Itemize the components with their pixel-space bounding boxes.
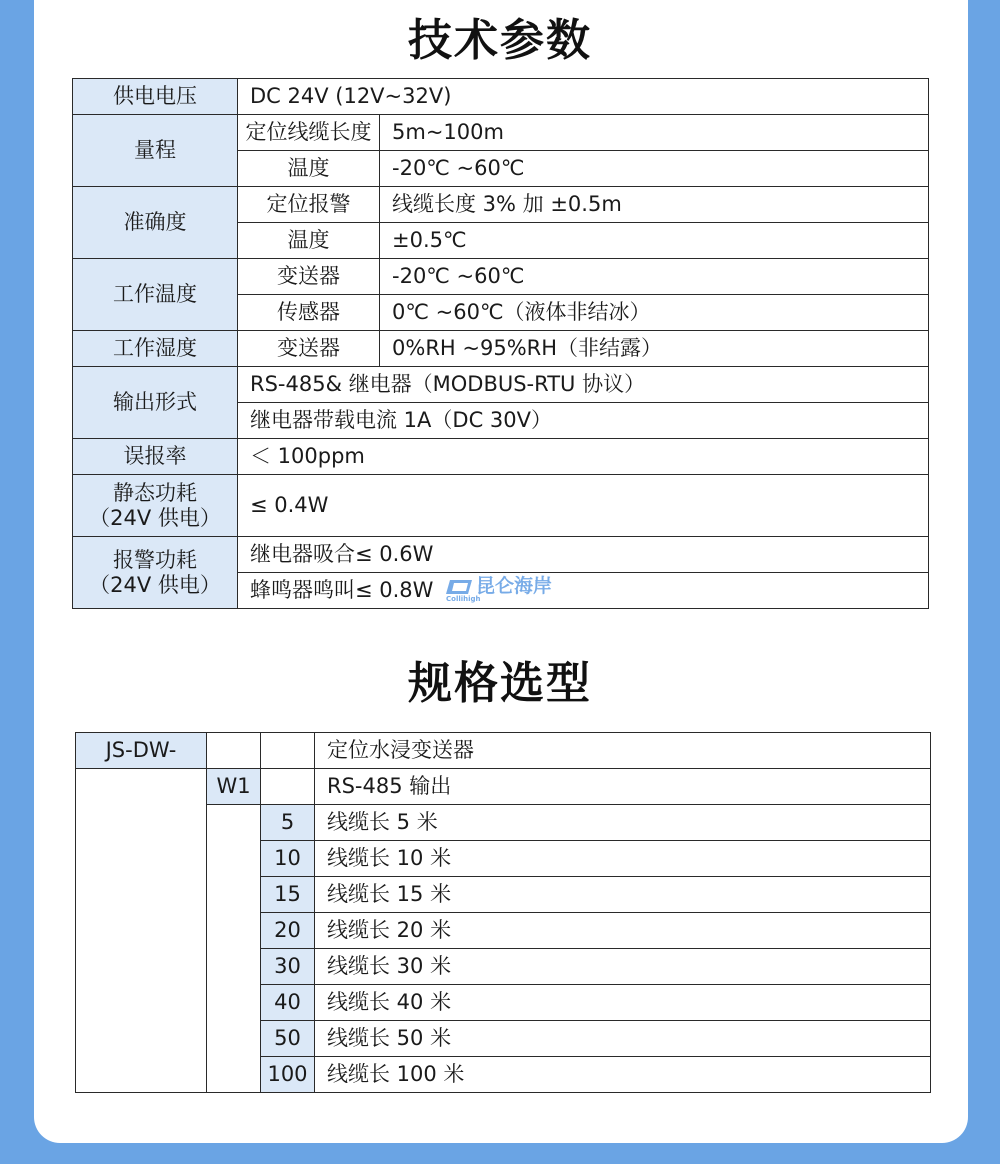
range-cable-value: 5m~100m <box>380 115 929 151</box>
work-humidity-label: 工作湿度 <box>73 331 238 367</box>
accuracy-temp-value: ±0.5℃ <box>380 223 929 259</box>
table-row <box>73 187 929 223</box>
empty-cell <box>207 733 261 769</box>
spec-table <box>72 78 929 609</box>
length-code: 30 <box>261 949 315 985</box>
length-desc: 线缆长 20 米 <box>315 913 931 949</box>
work-temp-sub-sensor: 传感器 <box>238 295 380 331</box>
work-temp-sensor-value: 0℃ ~60℃（液体非结冰） <box>380 295 929 331</box>
accuracy-label: 准确度 <box>73 187 238 259</box>
error-rate-label: 误报率 <box>73 439 238 475</box>
length-code: 15 <box>261 877 315 913</box>
accuracy-alarm-value: 线缆长度 3% 加 ±0.5m <box>380 187 929 223</box>
output-relay-value: 继电器带载电流 1A（DC 30V） <box>238 403 929 439</box>
spec-section-title: 技术参数 <box>408 15 592 66</box>
accuracy-sub-temp: 温度 <box>238 223 380 259</box>
length-desc: 线缆长 15 米 <box>315 877 931 913</box>
output-label: 输出形式 <box>73 367 238 439</box>
length-desc: 线缆长 10 米 <box>315 841 931 877</box>
length-desc: 线缆长 5 米 <box>315 805 931 841</box>
table-row <box>73 537 929 573</box>
power-label: 供电电压 <box>73 79 238 115</box>
power-value: DC 24V (12V~32V) <box>238 79 929 115</box>
table-row <box>73 439 929 475</box>
range-temp-value: -20℃ ~60℃ <box>380 151 929 187</box>
length-code: 20 <box>261 913 315 949</box>
table-row <box>73 115 929 151</box>
brand-watermark <box>446 571 552 603</box>
table-row <box>73 79 929 115</box>
length-code: 5 <box>261 805 315 841</box>
model-prefix-desc: 定位水浸变送器 <box>315 733 931 769</box>
alarm-power-relay-value: 继电器吸合≤ 0.6W <box>238 537 929 573</box>
watermark-text: 昆仑海岸 <box>476 575 553 597</box>
length-desc: 线缆长 40 米 <box>315 985 931 1021</box>
watermark-subtext: Collihigh <box>446 595 481 603</box>
accuracy-sub-alarm: 定位报警 <box>238 187 380 223</box>
output-protocol-value: RS-485& 继电器（MODBUS-RTU 协议） <box>238 367 929 403</box>
length-code: 100 <box>261 1057 315 1093</box>
empty-cell <box>76 769 207 1093</box>
alarm-power-label-line2: （24V 供电） <box>89 572 221 597</box>
work-temp-label: 工作温度 <box>73 259 238 331</box>
model-prefix: JS-DW- <box>76 733 207 769</box>
empty-cell <box>261 769 315 805</box>
range-sub-cable: 定位线缆长度 <box>238 115 380 151</box>
work-temp-sub-transmitter: 变送器 <box>238 259 380 295</box>
table-row <box>73 331 929 367</box>
model-table <box>75 732 931 1093</box>
model-section-title: 规格选型 <box>408 658 592 709</box>
length-code: 10 <box>261 841 315 877</box>
empty-cell <box>261 733 315 769</box>
range-sub-temp: 温度 <box>238 151 380 187</box>
static-power-label-line1: 静态功耗 <box>113 481 197 506</box>
length-code: 40 <box>261 985 315 1021</box>
static-power-label <box>73 475 238 537</box>
brand-logo-icon <box>446 580 472 594</box>
work-temp-transmitter-value: -20℃ ~60℃ <box>380 259 929 295</box>
empty-cell <box>207 805 261 1093</box>
static-power-label-line2: （24V 供电） <box>89 505 221 530</box>
alarm-power-label-line1: 报警功耗 <box>113 548 197 573</box>
length-desc: 线缆长 50 米 <box>315 1021 931 1057</box>
work-humidity-sub-transmitter: 变送器 <box>238 331 380 367</box>
length-code: 50 <box>261 1021 315 1057</box>
alarm-power-label <box>73 537 238 609</box>
static-power-value: ≤ 0.4W <box>238 475 929 537</box>
alarm-power-buzzer-value: 蜂鸣器鸣叫≤ 0.8W <box>238 573 929 609</box>
table-row <box>73 259 929 295</box>
table-row <box>73 475 929 537</box>
range-label: 量程 <box>73 115 238 187</box>
output-code: W1 <box>207 769 261 805</box>
table-row <box>73 367 929 403</box>
work-humidity-value: 0%RH ~95%RH（非结露） <box>380 331 929 367</box>
table-row <box>76 733 931 769</box>
length-desc: 线缆长 30 米 <box>315 949 931 985</box>
length-desc: 线缆长 100 米 <box>315 1057 931 1093</box>
error-rate-value: ＜ 100ppm <box>238 439 929 475</box>
output-code-desc: RS-485 输出 <box>315 769 931 805</box>
table-row <box>76 769 931 805</box>
